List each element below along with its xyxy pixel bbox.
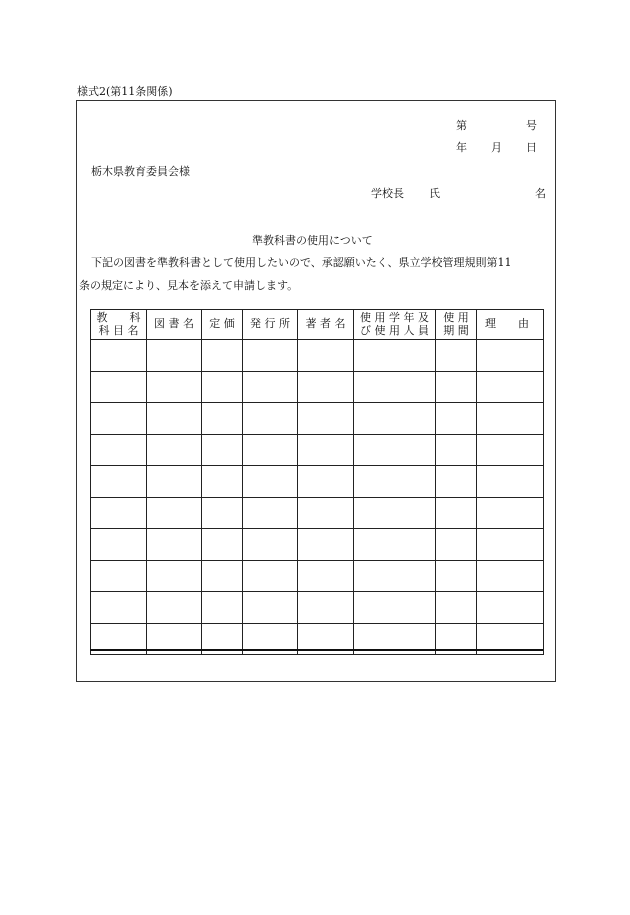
table-row	[91, 466, 544, 498]
header-publisher: 発 行 所	[243, 310, 298, 340]
table-cell[interactable]	[91, 529, 147, 561]
table-cell[interactable]	[243, 529, 298, 561]
date-month: 月	[491, 141, 502, 154]
table-cell[interactable]	[477, 497, 544, 529]
table-cell[interactable]	[477, 560, 544, 592]
table-cell[interactable]	[477, 340, 544, 372]
table-cell[interactable]	[298, 403, 354, 435]
header-reason: 理 由	[477, 310, 544, 340]
table-cell[interactable]	[243, 340, 298, 372]
header-subject-line1: 教 科	[96, 310, 141, 324]
table-cell[interactable]	[202, 466, 243, 498]
header-price: 定 価	[202, 310, 243, 340]
table-cell[interactable]	[436, 434, 477, 466]
form-number-label: 様式2(第11条関係)	[77, 85, 173, 98]
number-dai: 第	[456, 119, 467, 132]
table-cell[interactable]	[477, 592, 544, 624]
table-cell[interactable]	[298, 560, 354, 592]
table-cell[interactable]	[354, 340, 436, 372]
date-day: 日	[526, 141, 537, 154]
table-cell[interactable]	[436, 371, 477, 403]
table-body	[91, 340, 544, 655]
table-cell[interactable]	[354, 560, 436, 592]
table-cell[interactable]	[243, 592, 298, 624]
table-cell[interactable]	[147, 371, 202, 403]
table-row	[91, 560, 544, 592]
application-table	[90, 309, 544, 655]
header-period	[436, 310, 477, 340]
table-cell[interactable]	[477, 466, 544, 498]
header-subject-line2: 科 目 名	[98, 323, 139, 337]
table-cell[interactable]	[147, 403, 202, 435]
header-grade-line2: び 使 用 人 員	[360, 323, 429, 337]
header-grade-line1: 使 用 学 年 及	[360, 310, 429, 324]
table-cell[interactable]	[354, 434, 436, 466]
sender-shi: 氏	[429, 187, 440, 200]
header-author: 著 者 名	[298, 310, 354, 340]
table-header-row	[91, 310, 544, 340]
table-row	[91, 497, 544, 529]
table-cell[interactable]	[202, 592, 243, 624]
table-cell[interactable]	[91, 560, 147, 592]
table-cell[interactable]	[298, 371, 354, 403]
table-cell[interactable]	[91, 497, 147, 529]
table-cell[interactable]	[243, 371, 298, 403]
table-cell[interactable]	[298, 434, 354, 466]
table-cell[interactable]	[298, 340, 354, 372]
table-cell[interactable]	[91, 592, 147, 624]
document-title: 準教科書の使用について	[252, 234, 373, 247]
table-cell[interactable]	[436, 592, 477, 624]
body-line-1: 下記の図書を準教科書として使用したいので、承認願いたく、県立学校管理規則第11	[91, 256, 512, 269]
header-period-line1: 使 用	[443, 310, 469, 324]
table-cell[interactable]	[91, 340, 147, 372]
table-cell[interactable]	[298, 592, 354, 624]
table-cell[interactable]	[147, 592, 202, 624]
table-cell[interactable]	[354, 592, 436, 624]
table-cell[interactable]	[477, 371, 544, 403]
body-line-2: 条の規定により、見本を添えて申請します。	[79, 279, 299, 292]
table-cell[interactable]	[91, 403, 147, 435]
table-cell[interactable]	[477, 434, 544, 466]
table-row	[91, 434, 544, 466]
table-cell[interactable]	[354, 497, 436, 529]
table-cell[interactable]	[477, 403, 544, 435]
table-cell[interactable]	[436, 529, 477, 561]
table-cell[interactable]	[354, 403, 436, 435]
table-cell[interactable]	[202, 560, 243, 592]
table-cell[interactable]	[298, 529, 354, 561]
table-cell[interactable]	[298, 466, 354, 498]
table-cell[interactable]	[202, 529, 243, 561]
table-cell[interactable]	[436, 340, 477, 372]
table-cell[interactable]	[354, 529, 436, 561]
header-subject	[91, 310, 147, 340]
table-cell[interactable]	[354, 371, 436, 403]
table-cell[interactable]	[243, 434, 298, 466]
table-row	[91, 340, 544, 372]
table-cell[interactable]	[202, 340, 243, 372]
table-cell[interactable]	[243, 560, 298, 592]
sender-mei: 名	[535, 187, 546, 200]
table-cell[interactable]	[202, 497, 243, 529]
table-cell[interactable]	[298, 497, 354, 529]
sender-principal: 学校長	[371, 187, 404, 200]
header-grade-users	[354, 310, 436, 340]
header-book-name: 図 書 名	[147, 310, 202, 340]
table-cell[interactable]	[477, 529, 544, 561]
table-cell[interactable]	[147, 560, 202, 592]
table-cell[interactable]	[202, 403, 243, 435]
table-cell[interactable]	[436, 497, 477, 529]
addressee: 栃木県教育委員会様	[91, 165, 190, 178]
table-cell[interactable]	[436, 403, 477, 435]
table-cell[interactable]	[147, 434, 202, 466]
table-cell[interactable]	[202, 434, 243, 466]
number-go: 号	[526, 119, 537, 132]
table-cell[interactable]	[91, 371, 147, 403]
date-year: 年	[456, 141, 467, 154]
table-bottom-rule	[90, 649, 543, 651]
table-cell[interactable]	[243, 403, 298, 435]
table-cell[interactable]	[436, 466, 477, 498]
table-cell[interactable]	[202, 371, 243, 403]
table-cell[interactable]	[147, 497, 202, 529]
table-row	[91, 403, 544, 435]
table-cell[interactable]	[91, 466, 147, 498]
table-cell[interactable]	[354, 466, 436, 498]
header-period-line2: 期 間	[443, 323, 469, 337]
table-cell[interactable]	[243, 466, 298, 498]
table-row	[91, 592, 544, 624]
table-row	[91, 371, 544, 403]
table-cell[interactable]	[147, 340, 202, 372]
table-cell[interactable]	[147, 529, 202, 561]
table-cell[interactable]	[91, 434, 147, 466]
table-row	[91, 529, 544, 561]
table-cell[interactable]	[436, 560, 477, 592]
table-cell[interactable]	[243, 497, 298, 529]
table-cell[interactable]	[147, 466, 202, 498]
